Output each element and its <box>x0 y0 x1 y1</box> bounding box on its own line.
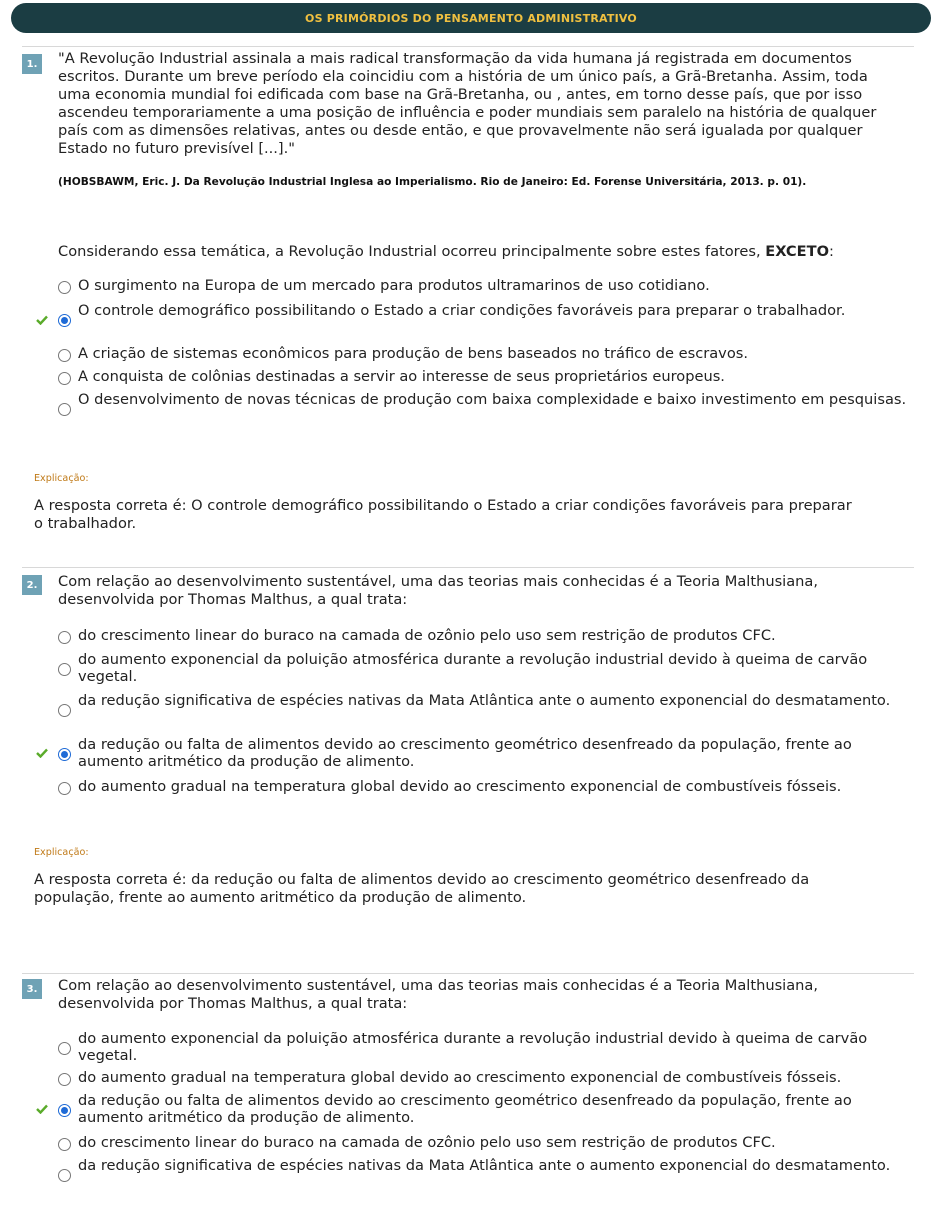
question-number: 3. <box>22 979 42 999</box>
question-text: "A Revolução Industrial assinala a mais radical transformação da vida humana já registrada em documentos escritos. Durante um breve período ela coincidiu com a história de um único país, a Grã-Bretanha. Assim, toda uma economia mundial foi edificada com base na Grã-Bretanha, ou , antes, em torno desse país, que por isso ascendeu temporariamente a uma posição de influência e poder mundiais sem paralelo na história de qualquer país com as dimensões relativas, antes ou desde então, e que provavelmente não será igualada por qualquer Estado no futuro previsível [...]." <box>58 50 877 157</box>
question-text: Com relação ao desenvolvimento sustentável, uma das teorias mais conhecidas é a Teoria Malthusiana, desenvolvida por Thomas Malthus, a qual trata: <box>58 573 819 608</box>
explanation-text: A resposta correta é: da redução ou falta de alimentos devido ao crescimento geométrico desenfreado da população, frente ao aumento aritmético da produção de alimento. <box>34 871 810 906</box>
option-label: do aumento gradual na temperatura global devido ao crescimento exponencial de combustíveis fósseis. <box>78 1069 842 1086</box>
question-divider <box>22 973 914 974</box>
prompt-emphasis: EXCETO <box>765 243 829 260</box>
prompt-suffix: : <box>828 243 834 260</box>
radio-button[interactable] <box>58 1042 71 1055</box>
prompt-text: Considerando essa temática, a Revolução Industrial ocorreu principalmente sobre estes fatores, <box>58 243 761 260</box>
option-label: O surgimento na Europa de um mercado para produtos ultramarinos de uso cotidiano. <box>78 277 710 294</box>
explanation-label: Explicação: <box>34 847 89 858</box>
option-label: da redução significativa de espécies nativas da Mata Atlântica ante o aumento exponencial do desmatamento. <box>78 1157 891 1174</box>
question-prompt <box>58 243 908 261</box>
option-label: A conquista de colônias destinadas a servir ao interesse de seus proprietários europeus. <box>78 368 725 385</box>
radio-button[interactable] <box>58 782 71 795</box>
question-citation: (HOBSBAWM, Eric. J. Da Revolução Industrial Inglesa ao Imperialismo. Rio de Janeiro: Ed. Forense Universitária, 2013. p. 01). <box>58 176 807 188</box>
radio-button-selected[interactable] <box>58 1104 71 1117</box>
radio-button[interactable] <box>58 1138 71 1151</box>
radio-button[interactable] <box>58 663 71 676</box>
radio-button[interactable] <box>58 403 71 416</box>
option-label: A criação de sistemas econômicos para produção de bens baseados no tráfico de escravos. <box>78 345 748 362</box>
option-label: da redução ou falta de alimentos devido ao crescimento geométrico desenfreado da população, frente ao aumento aritmético da produção de alimento. <box>78 1092 852 1126</box>
option-label: O desenvolvimento de novas técnicas de produção com baixa complexidade e baixo investimento em pesquisas. <box>78 391 907 408</box>
explanation-label: Explicação: <box>34 473 89 484</box>
check-icon <box>36 315 48 325</box>
radio-button-selected[interactable] <box>58 314 71 327</box>
option-label: da redução significativa de espécies nativas da Mata Atlântica ante o aumento exponencial do desmatamento. <box>78 692 891 709</box>
radio-button-selected[interactable] <box>58 748 71 761</box>
option-label: do aumento exponencial da poluição atmosférica durante a revolução industrial devido à queima de carvão vegetal. <box>78 1030 868 1064</box>
option-label: do aumento exponencial da poluição atmosférica durante a revolução industrial devido à queima de carvão vegetal. <box>78 651 868 685</box>
option-label: do crescimento linear do buraco na camada de ozônio pelo uso sem restrição de produtos CFC. <box>78 1134 776 1151</box>
check-icon <box>36 1104 48 1114</box>
check-icon <box>36 748 48 758</box>
radio-button[interactable] <box>58 349 71 362</box>
radio-button[interactable] <box>58 631 71 644</box>
option-label: O controle demográfico possibilitando o Estado a criar condições favoráveis para preparar o trabalhador. <box>78 302 846 319</box>
option-label: do aumento gradual na temperatura global devido ao crescimento exponencial de combustíveis fósseis. <box>78 778 842 795</box>
radio-button[interactable] <box>58 372 71 385</box>
section-header: OS PRIMÓRDIOS DO PENSAMENTO ADMINISTRATIVO <box>11 3 931 33</box>
radio-button[interactable] <box>58 1169 71 1182</box>
radio-button[interactable] <box>58 704 71 717</box>
explanation-text: A resposta correta é: O controle demográfico possibilitando o Estado a criar condições favoráveis para preparar o trabalhador. <box>34 497 852 532</box>
option-label: do crescimento linear do buraco na camada de ozônio pelo uso sem restrição de produtos CFC. <box>78 627 776 644</box>
option-label: da redução ou falta de alimentos devido ao crescimento geométrico desenfreado da população, frente ao aumento aritmético da produção de alimento. <box>78 736 852 770</box>
question-text: Com relação ao desenvolvimento sustentável, uma das teorias mais conhecidas é a Teoria Malthusiana, desenvolvida por Thomas Malthus, a qual trata: <box>58 977 819 1012</box>
radio-button[interactable] <box>58 281 71 294</box>
question-divider <box>22 567 914 568</box>
question-number: 2. <box>22 575 42 595</box>
question-number: 1. <box>22 54 42 74</box>
radio-button[interactable] <box>58 1073 71 1086</box>
question-divider <box>22 46 914 47</box>
